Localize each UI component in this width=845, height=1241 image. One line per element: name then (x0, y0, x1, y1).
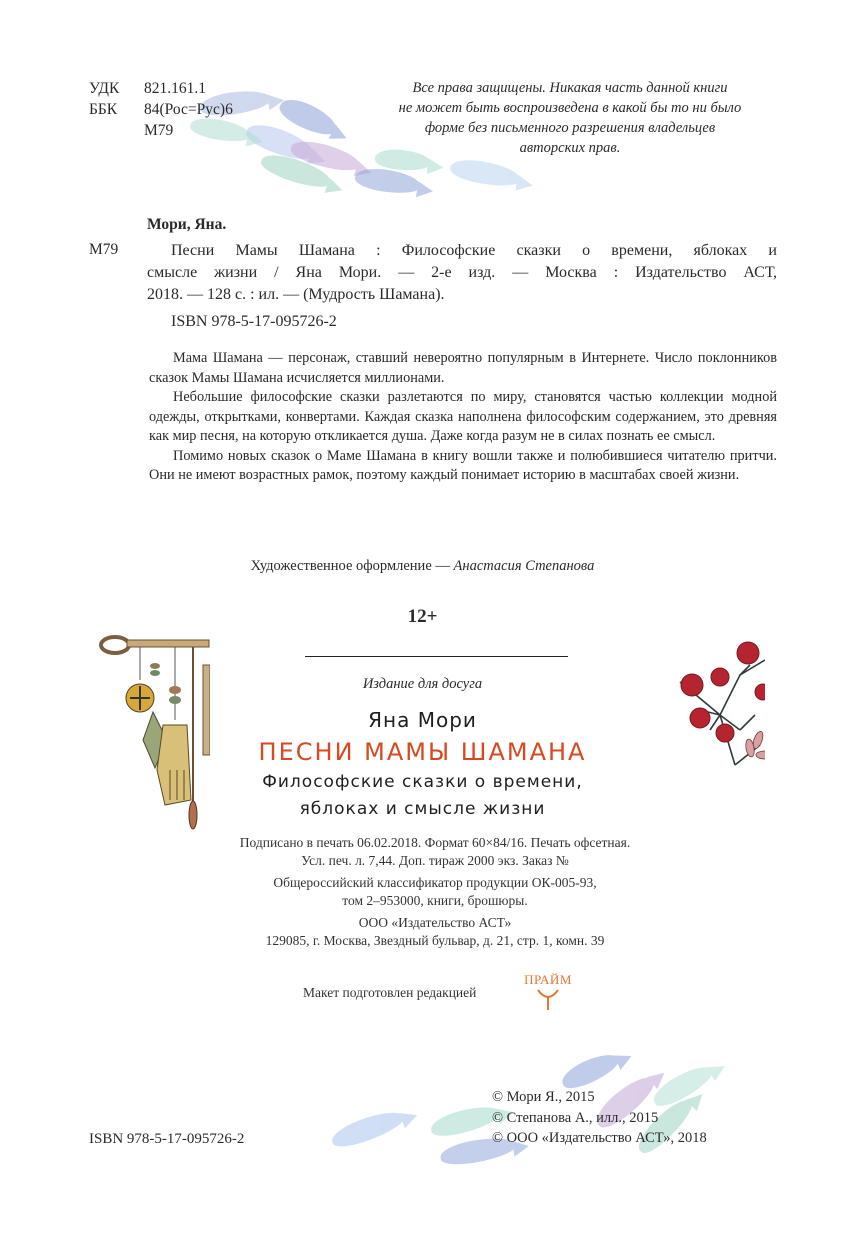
prime-logo (518, 972, 578, 1015)
prime-logo-text: ПРАЙМ (524, 972, 572, 987)
design-credit-label: Художественное оформление — (250, 558, 450, 574)
catalog-description (147, 240, 777, 306)
annotation-paragraph: Мама Шамана — персонаж, ставший невероятно популярным в Интернете. Число поклонников сказок Мамы Шамана исчисляется миллионами. (149, 350, 777, 386)
author-heading: Мори, Яна. (147, 216, 227, 233)
copyright-line: © Мори Я., 2015 (492, 1089, 595, 1105)
annotation (149, 349, 777, 486)
bbk-label: ББК (89, 101, 118, 118)
age-rating: 12+ (407, 606, 438, 627)
divider (305, 656, 568, 657)
edition-type: Издание для досуга (362, 676, 483, 692)
classification-codes (89, 78, 233, 141)
layout-credit-label: Макет подготовлен редакцией (303, 985, 477, 1000)
copyright-line: © ООО «Издательство АСТ», 2018 (492, 1130, 707, 1146)
rights-line: Все права защищены. Никакая часть данной книги (412, 80, 728, 96)
imprint-line: 129085, г. Москва, Звездный бульвар, д. 21, стр. 1, комн. 39 (265, 932, 605, 948)
book-subtitle-line2: яблоках и смысле жизни (299, 799, 546, 819)
footer-isbn: ISBN 978-5-17-095726-2 (89, 1131, 245, 1147)
catalog-isbn: ISBN 978-5-17-095726-2 (171, 313, 337, 330)
author-mark: М79 (144, 122, 174, 139)
copyright-list (492, 1087, 707, 1149)
bbk-value: 84(Рос=Рус)6 (144, 101, 233, 118)
book-title: ПЕСНИ МАМЫ ШАМАНА (258, 738, 587, 766)
design-credit-name: Анастасия Степанова (453, 558, 595, 574)
rights-line: форме без письменного разрешения владельцев (424, 120, 716, 136)
book-subtitle-line1: Философские сказки о времени, (262, 772, 583, 792)
description-line: 2018. — 128 с. : ил. — (Мудрость Шамана). (147, 286, 445, 303)
book-author: Яна Мори (368, 708, 477, 732)
imprint-line: ООО «Издательство АСТ» (358, 915, 512, 930)
imprint-line: Подписано в печать 06.02.2018. Формат 60×84/16. Печать офсетная. (239, 835, 631, 850)
description-line: смысле жизни / Яна Мори. — 2-е изд. — Москва : Издательство АСТ, (147, 264, 777, 281)
psi-logo-icon (533, 988, 563, 1010)
imprint-line: том 2–953000, книги, брошюры. (342, 892, 528, 908)
imprint (130, 834, 740, 949)
annotation-paragraph: Небольшие философские сказки разлетаются по миру, становятся частью коллекции модной одежды, открытками, конвертами. Каждая сказка наполнена философским содержанием, это древняя как мир песня, на которую откликается душа. Даже когда разум не в силах познать ее смысл. (149, 389, 777, 444)
catalog-author-mark: М79 (89, 241, 119, 258)
design-credit (0, 558, 845, 575)
annotation-paragraph: Помимо новых сказок о Маме Шамана в книгу вошли также и полюбившиеся читателю притчи. Они не имеют возрастных рамок, поэтому каждый понимает историю в масштабах своей жизни. (149, 447, 777, 483)
rights-line: авторских прав. (519, 140, 621, 156)
imprint-line: Общероссийский классификатор продукции ОК-005-93, (273, 875, 597, 890)
udk-label: УДК (89, 80, 120, 97)
imprint-line: Усл. печ. л. 7,44. Доп. тираж 2000 экз. Заказ № (301, 852, 569, 868)
description-line: Песни Мамы Шамана : Философские сказки о времени, яблоках и (171, 242, 777, 259)
copyright-line: © Степанова А., илл., 2015 (492, 1109, 659, 1126)
rights-notice (360, 78, 780, 158)
rights-line: не может быть воспроизведена в какой бы то ни было (398, 100, 742, 116)
udk-value: 821.161.1 (144, 80, 206, 97)
spacer (89, 120, 134, 141)
